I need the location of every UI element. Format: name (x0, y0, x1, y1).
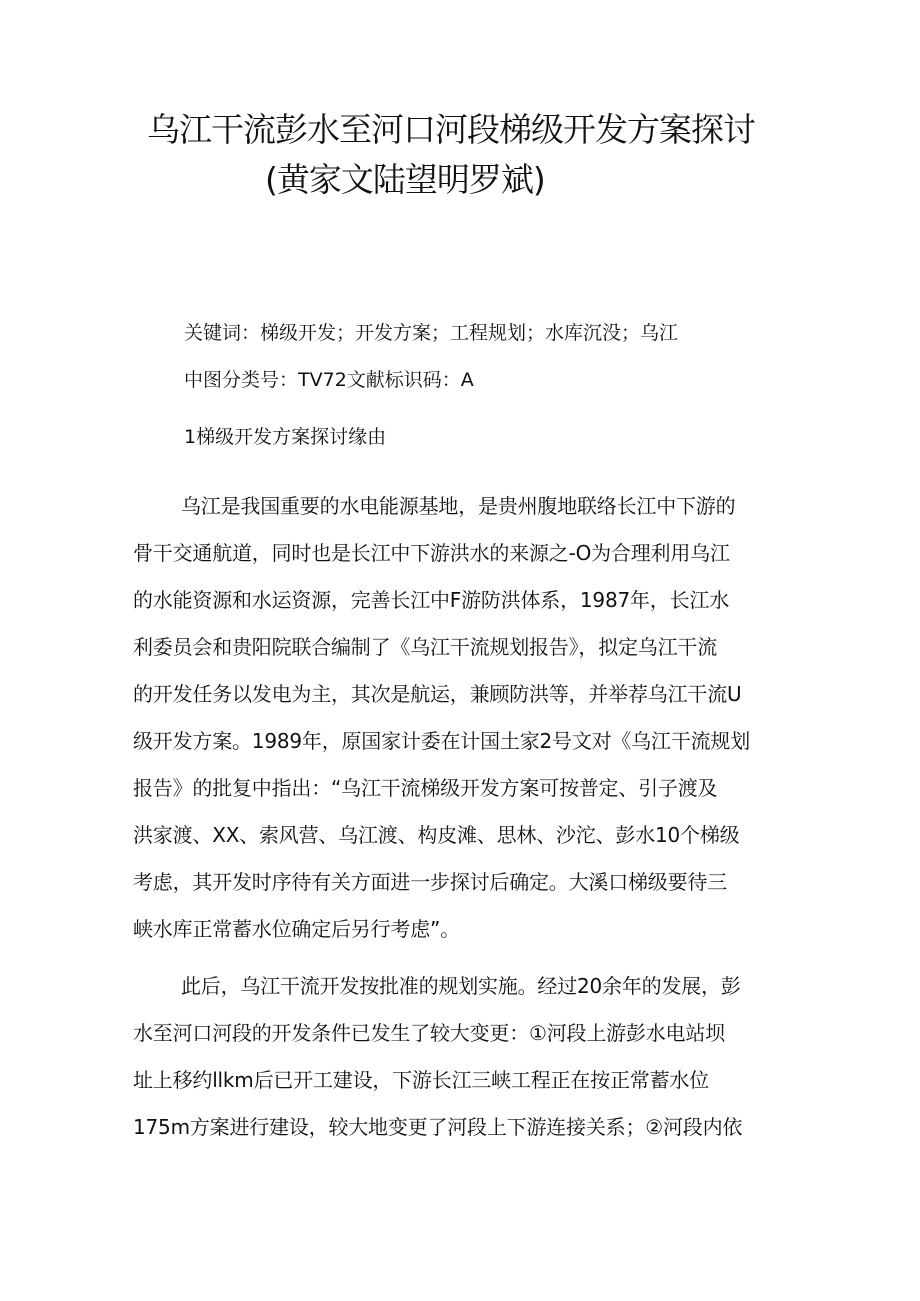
paragraph-line: 的开发任务以发电为主，其次是航运，兼顾防洪等，并举荐乌江干流U (133, 682, 742, 706)
keywords-line: 关键词：梯级开发；开发方案；工程规划；水库沉没；乌江 (184, 322, 679, 344)
paragraph-line: 址上移约llkm后已开工建设，下游长江三峡工程正在按正常蓄水位 (133, 1068, 709, 1092)
document-authors: (黄家文陆望明罗斌) (265, 160, 545, 199)
paragraph-line: 峡水库正常蓄水位确定后另行考虑”。 (133, 917, 460, 941)
paragraph-line: 175m方案进行建设，较大地变更了河段上下游连接关系；②河段内依 (133, 1115, 743, 1139)
paragraph-line: 的水能资源和水运资源，完善长江中F游防洪体系，1987年，长江水 (133, 588, 730, 612)
paragraph-line: 利委员会和贵阳院联合编制了《乌江干流规划报告》，拟定乌江干流 (133, 635, 717, 659)
paragraph-line: 级开发方案。1989年，原国家计委在计国土家2号文对《乌江干流规划 (133, 729, 751, 753)
paragraph-line: 乌江是我国重要的水电能源基地，是贵州腹地联络长江中下游的 (181, 494, 736, 518)
paragraph-line: 考虑，其开发时序待有关方面进一步探讨后确定。大溪口梯级要待三 (133, 870, 727, 894)
classification-line: 中图分类号：TV72文献标识码：A (184, 369, 474, 391)
section-heading: 1梯级开发方案探讨缘由 (184, 426, 387, 448)
paragraph-line: 骨干交通航道，同时也是长江中下游洪水的来源之-O为合理利用乌江 (133, 541, 730, 565)
paragraph-line: 洪家渡、XX、索风营、乌江渡、构皮滩、思林、沙沱、彭水10个梯级 (133, 823, 740, 847)
paragraph-line: 报告》的批复中指出：“乌江干流梯级开发方案可按普定、引子渡及 (133, 776, 718, 800)
document-title: 乌江干流彭水至河口河段梯级开发方案探讨 (147, 110, 755, 149)
paragraph-line: 此后，乌江干流开发按批准的规划实施。经过20余年的发展，彭 (181, 974, 741, 998)
paragraph-line: 水至河口河段的开发条件已发生了较大变更：①河段上游彭水电站坝 (133, 1021, 725, 1045)
